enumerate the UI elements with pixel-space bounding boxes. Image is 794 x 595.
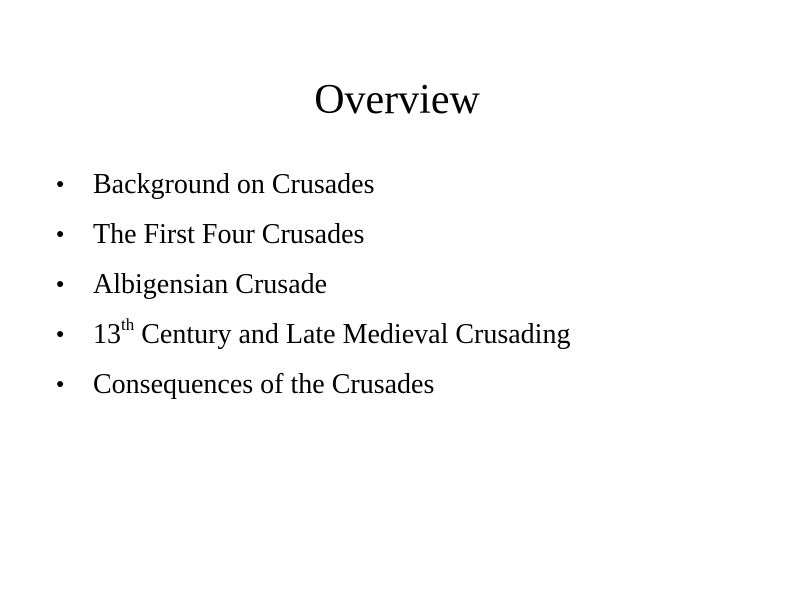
century-number: 13 xyxy=(93,319,121,350)
bullet-text: Background on Crusades xyxy=(93,169,375,200)
bullet-text: Albigensian Crusade xyxy=(93,269,328,300)
bullet-text: Consequences of the Crusades xyxy=(93,369,435,400)
bullet-text-13th-century xyxy=(93,313,570,357)
century-text: Century and Late Medieval Crusading xyxy=(134,319,571,350)
bullet-dot-icon: ● xyxy=(56,327,65,342)
ordinal-suffix: th xyxy=(121,314,135,334)
bullet-dot-icon: ● xyxy=(56,227,65,242)
bullet-dot-icon: ● xyxy=(56,377,65,392)
bullet-dot-icon: ● xyxy=(56,177,65,192)
bullet-text: The First Four Crusades xyxy=(93,219,365,250)
bullet-dot-icon: ● xyxy=(56,277,65,292)
slide-title: Overview xyxy=(314,77,480,123)
